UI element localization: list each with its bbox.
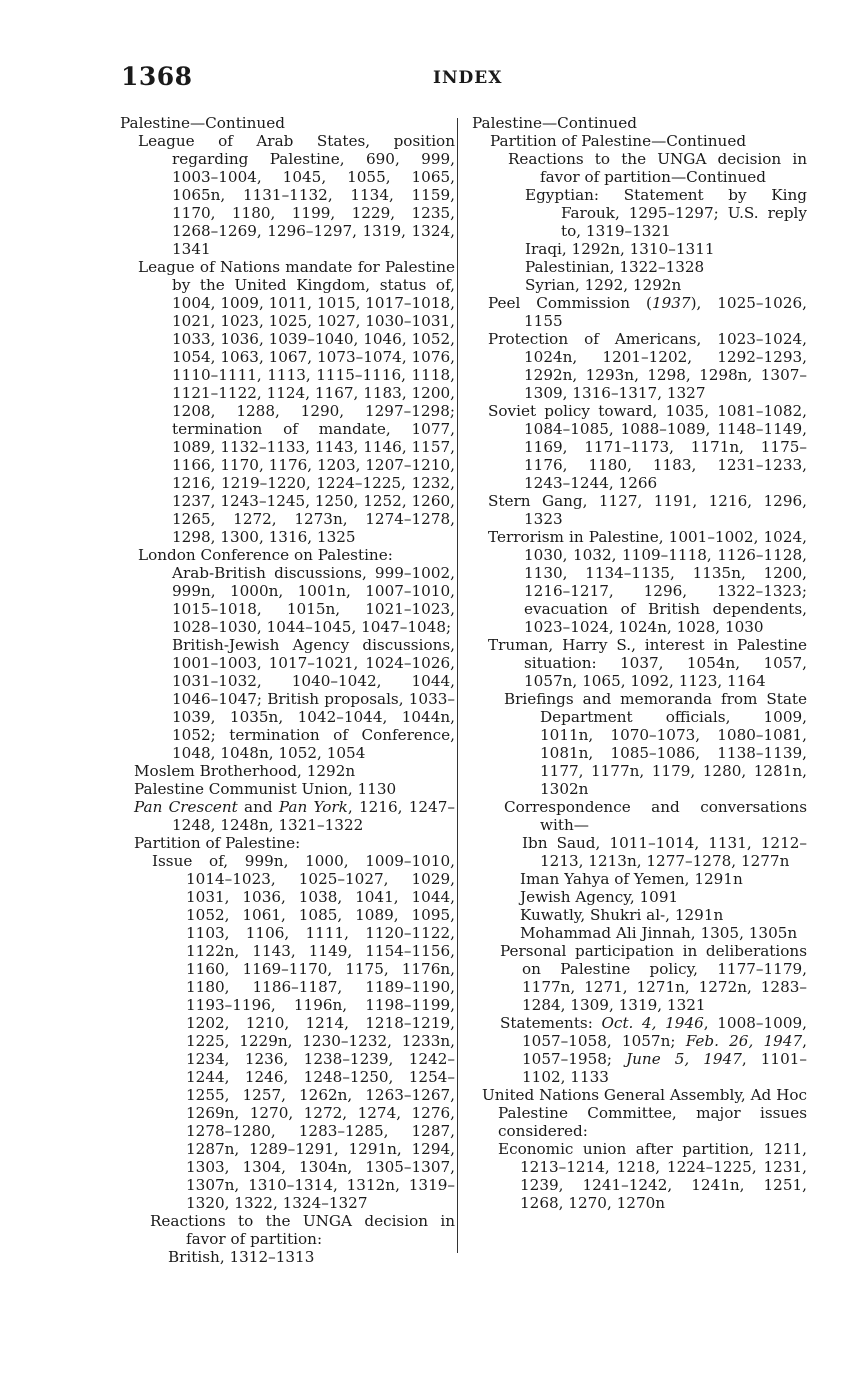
index-subentry: Personal participation in deliberations on Palestine policy, 1177–1179, 1177n, 1271, 1271n, 1272n, 1283–1284, 1309, 1319, 1321 [500,942,807,1014]
index-entry: Economic union after partition, 1211, 1213–1214, 1218, 1224–1225, 1231, 1239, 1241–1242, 1241n, 1251, 1268, 1270, 1270n [498,1140,807,1212]
index-entry: Stern Gang, 1127, 1191, 1216, 1296, 1323 [488,492,807,528]
index-subsubentry: Kuwatly, Shukri al-, 1291n [520,906,724,924]
index-entry: League of Arab States, position regarding Palestine, 690, 999, 1003–1004, 1045, 1055, 1065, 1065n, 1131–1132, 1134, 1159, 1170, 1180, 1199, 1229, 1235, 1268–1269, 1296–1297, 1319, 1324, 1341 [138,132,455,258]
index-entry: Protection of Americans, 1023–1024, 1024n, 1201–1202, 1292–1293, 1292n, 1293n, 1298, 1298n, 1307–1309, 1316–1317, 1327 [488,330,807,402]
date-italic: June 5, 1947 [626,1050,742,1068]
index-subsubentry: Ibn Saud, 1011–1014, 1131, 1212–1213, 1213n, 1277–1278, 1277n [522,834,807,870]
index-subentry: Arab-British discussions, 999–1002, 999n, 1000n, 1001n, 1007–1010, 1015–1018, 1015n, 1021–1023, 1028–1030, 1044–1045, 1047–1048; [172,564,455,636]
index-subentry: Reactions to the UNGA decision in favor of partition—Continued [508,150,807,186]
index-entry: Palestine Communist Union, 1130 [134,780,397,798]
date-italic: Oct. 4, 1946 [601,1014,704,1032]
index-entry: London Conference on Palestine: [138,546,393,564]
index-heading: Palestine—Continued [472,114,637,132]
entry-text: , 1101–1102, 1133 [522,1050,807,1086]
date-italic: Feb. 26, 1947 [685,1032,803,1050]
title-italic: Pan Crescent [134,798,238,816]
index-subentry: Briefings and memoranda from State Department officials, 1009, 1011n, 1070–1073, 1080–1081, 1081n, 1085–1086, 1138–1139, 1177, 1177n, 1179, 1280, 1281n, 1302n [504,690,807,798]
title-italic: Pan York [278,798,348,816]
index-entry: Partition of Palestine—Continued [490,132,747,150]
index-entry: Soviet policy toward, 1035, 1081–1082, 1084–1085, 1088–1089, 1148–1149, 1169, 1171–1173, 1171n, 1175–1176, 1180, 1183, 1231–1233, 1243–1244, 1266 [488,402,807,492]
index-subentry: Reactions to the UNGA decision in favor of partition: [150,1212,455,1248]
entry-text: , 1057–1958; [522,1032,807,1068]
year-italic: 1937 [651,294,691,312]
entry-text: Statements: [500,1014,602,1032]
index-subsubentry: Iman Yahya of Yemen, 1291n [520,870,743,888]
running-head: INDEX [433,68,503,88]
column-rule [457,118,458,1253]
index-entry [120,798,455,834]
index-entry: Truman, Harry S., interest in Palestine situation: 1037, 1054n, 1057, 1057n, 1065, 1092, 1123, 1164 [488,636,807,690]
index-subsubentry: Mohammad Ali Jinnah, 1305, 1305n [520,924,798,942]
index-column-left [120,114,455,1266]
index-heading: United Nations General Assembly, Ad Hoc Palestine Committee, major issues considered: [482,1086,807,1140]
page-number: 1368 [121,62,193,91]
index-subsubentry: Egyptian: Statement by King Farouk, 1295–1297; U.S. reply to, 1319–1321 [525,186,807,240]
index-entry: Moslem Brotherhood, 1292n [134,762,356,780]
index-subentry: Issue of, 999n, 1000, 1009–1010, 1014–1023, 1025–1027, 1029, 1031, 1036, 1038, 1041, 1044, 1052, 1061, 1085, 1089, 1095, 1103, 1106, 1111, 1120–1122, 1122n, 1143, 1149, 1154–1156, 1160, 1169–1170, 1175, 1176n, 1180, 1186–1187, 1189–1190, 1193–1196, 1196n, 1198–1199, 1202, 1210, 1214, 1218–1219, 1225, 1229n, 1230–1232, 1233n, 1234, 1236, 1238–1239, 1242–1244, 1246, 1248–1250, 1254–1255, 1257, 1262n, 1263–1267, 1269n, 1270, 1272, 1274, 1276, 1278–1280, 1283–1285, 1287, 1287n, 1289–1291, 1291n, 1294, 1303, 1304, 1304n, 1305–1307, 1307n, 1310–1314, 1312n, 1319–1320, 1322, 1324–1327 [152,852,455,1212]
index-subsubentry: Syrian, 1292, 1292n [525,276,682,294]
entry-text: , 1216, 1247–1248, 1248n, 1321–1322 [172,798,455,834]
index-entry: League of Nations mandate for Palestine by the United Kingdom, status of, 1004, 1009, 1011, 1015, 1017–1018, 1021, 1023, 1025, 1027, 1030–1031, 1033, 1036, 1039–1040, 1046, 1052, 1054, 1063, 1067, 1073–1074, 1076, 1110–1111, 1113, 1115–1116, 1118, 1121–1122, 1124, 1167, 1183, 1200, 1208, 1288, 1290, 1297–1298; termination of mandate, 1077, 1089, 1132–1133, 1143, 1146, 1157, 1166, 1170, 1176, 1203, 1207–1210, 1216, 1219–1220, 1224–1225, 1232, 1237, 1243–1245, 1250, 1252, 1260, 1265, 1272, 1273n, 1274–1278, 1298, 1300, 1316, 1325 [138,258,455,546]
index-entry: Partition of Palestine: [134,834,301,852]
entry-text: , 1008–1009, 1057–1058, 1057n; [522,1014,807,1050]
index-subsubentry: British, 1312–1313 [168,1248,315,1266]
index-entry: Terrorism in Palestine, 1001–1002, 1024, 1030, 1032, 1109–1118, 1126–1128, 1130, 1134–1135, 1135n, 1200, 1216–1217, 1296, 1322–1323; evacuation of British dependents, 1023–1024, 1024n, 1028, 1030 [488,528,807,636]
index-subentry: British-Jewish Agency discussions, 1001–1003, 1017–1021, 1024–1026, 1031–1032, 1040–1042, 1044, 1046–1047; British proposals, 1033–1039, 1035n, 1042–1044, 1044n, 1052; termination of Conference, 1048, 1048n, 1052, 1054 [172,636,455,762]
entry-text: Peel Commission ( [488,294,652,312]
index-subsubentry: Jewish Agency, 1091 [520,888,679,906]
entry-text: and [237,798,279,816]
index-entry [472,294,807,330]
index-subsubentry: Iraqi, 1292n, 1310–1311 [525,240,715,258]
index-subentry [472,1014,807,1086]
entry-text: ), 1025–1026, 1155 [524,294,807,330]
index-subsubentry: Palestinian, 1322–1328 [525,258,705,276]
index-heading: Palestine—Continued [120,114,285,132]
index-subentry: Correspondence and conversations with— [504,798,807,834]
index-column-right [472,114,807,1212]
